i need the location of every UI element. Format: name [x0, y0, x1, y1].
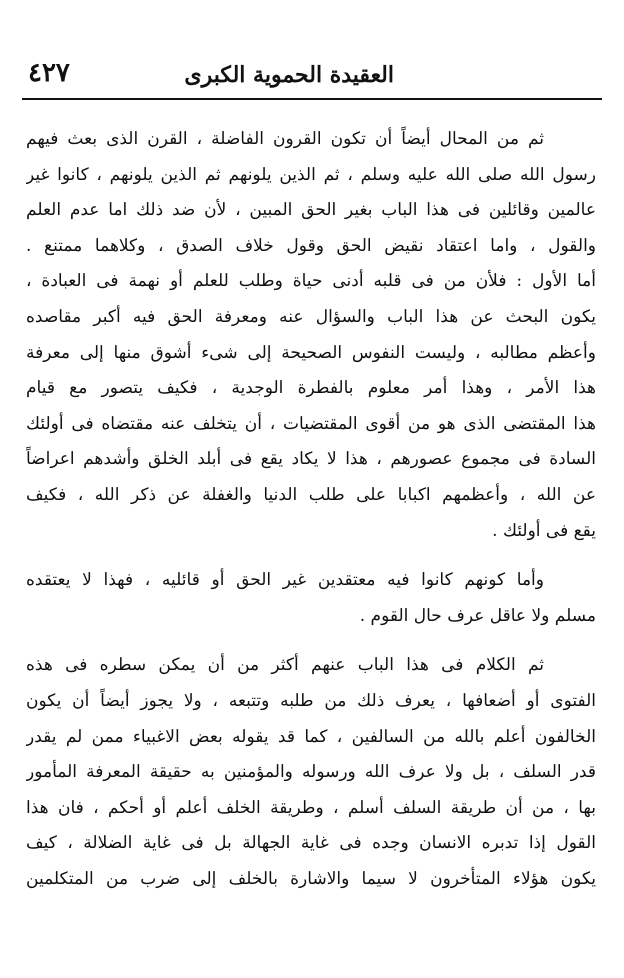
text-line: وأما كونهم كانوا فيه معتقدين غير الحق أو قائليه ، فهذا لا يعتقده [26, 570, 544, 591]
text-line: هذا المقتضى الذى هو من أقوى المقتضيات ، أن يتخلف عنه مقتضاه فى أولئك [26, 413, 596, 434]
text-line: يكون هؤلاء المتأخرون لا سيما والاشارة بالخلف إلى ضرب من المتكلمين [26, 868, 596, 889]
page-number: ٤٢٧ [28, 58, 70, 88]
text-line: عن الله ، وأعظمهم اكبابا على طلب الدنيا والغفلة عن ذكر الله ، فكيف [26, 484, 596, 505]
text-line: أما الأول : فلأن من فى قلبه أدنى حياة وطلب للعلم أو نهمة فى العبادة ، [26, 271, 596, 292]
text-line: القول إذا تدبره الانسان وجده فى غاية الجهالة بل فى غاية الضلالة ، كيف [26, 833, 596, 854]
body-text [26, 122, 596, 897]
running-title: العقيدة الحموية الكبرى [184, 62, 394, 88]
text-line: السادة فى مجموع عصورهم ، هذا لا يكاد يقع فى أبلد الخلق وأشدهم اعراضاً [26, 449, 596, 470]
text-line: رسول الله صلى الله عليه وسلم ، ثم الذين يلونهم ثم الذين يلونهم ، كانوا غير [26, 164, 596, 185]
page-header [22, 58, 594, 94]
paragraph-3 [26, 648, 596, 897]
text-line: الخالفون أعلم بالله من السالفين ، كما قد يقوله بعض الاغبياء ممن لم يقدر [26, 726, 596, 747]
paragraph-gap [26, 634, 596, 648]
text-line: والقول ، واما اعتقاد نقيض الحق وقول خلاف الصدق ، وكلاهما ممتنع . [26, 235, 596, 256]
text-line: ثم الكلام فى هذا الباب عنهم أكثر من أن يمكن سطره فى هذه [26, 655, 544, 676]
paragraph-gap [26, 549, 596, 563]
text-line: بها ، من أن طريقة السلف أسلم ، وطريقة الخلف أعلم أو أحكم ، فان هذا [26, 797, 596, 818]
paragraph-1 [26, 122, 596, 549]
paragraph-2 [26, 563, 596, 634]
text-line: هذا الأمر ، وهذا أمر معلوم بالفطرة الوجدية ، فكيف يتصور مع قيام [26, 378, 596, 399]
text-line: قدر السلف ، بل ولا عرف الله ورسوله والمؤمنين به حقيقة المعرفة المأمور [26, 762, 596, 783]
text-line: ثم من المحال أيضاً أن تكون القرون الفاضلة ، القرن الذى بعث فيهم [26, 129, 544, 149]
text-line: عالمين وقائلين فى هذا الباب بغير الحق المبين ، لأن ضد ذلك اما عدم العلم [26, 200, 596, 221]
text-line: وأعظم مطالبه ، وليست النفوس الصحيحة إلى شىء أشوق منها إلى معرفة [26, 342, 596, 363]
text-line: مسلم ولا عاقل عرف حال القوم . [359, 605, 596, 626]
header-rule [22, 98, 602, 100]
text-line: يقع فى أولئك . [492, 520, 596, 541]
text-line: الفتوى أو أضعافها ، يعرف ذلك من طلبه وتتبعه ، ولا يجوز أيضاً أن يكون [26, 690, 596, 711]
text-line: يكون البحث عن هذا الباب والسؤال عنه ومعرفة الحق فيه أكبر مقاصده [26, 306, 596, 327]
